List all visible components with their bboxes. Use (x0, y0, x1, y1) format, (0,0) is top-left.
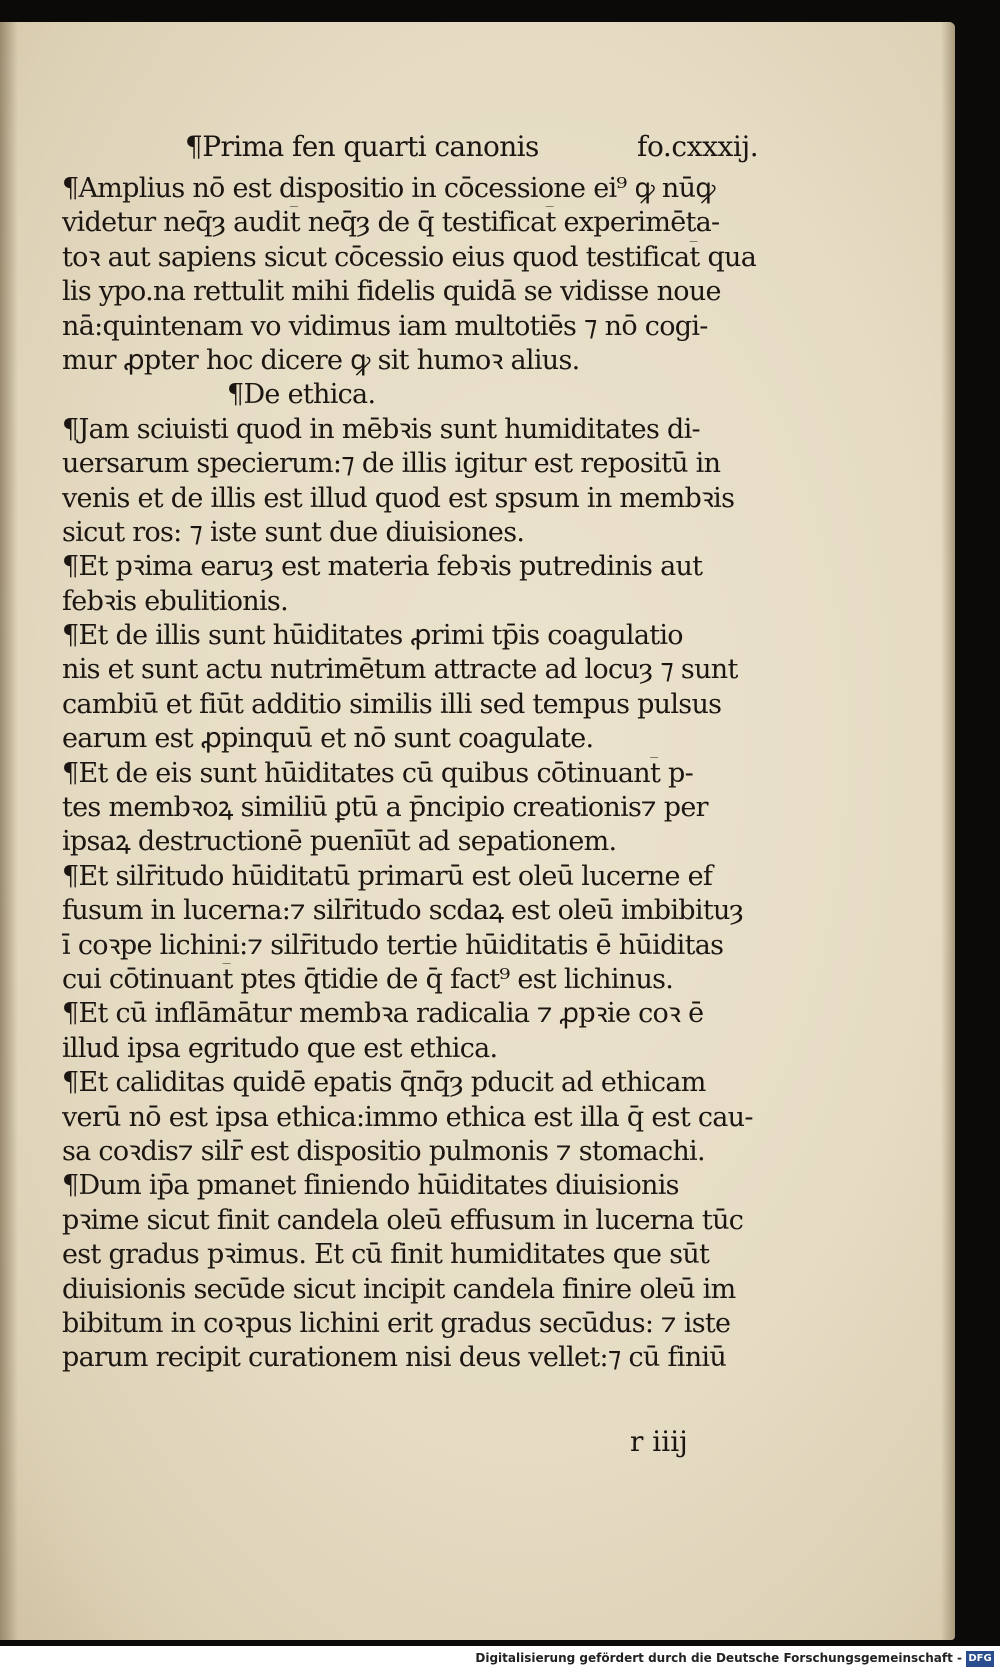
text-line: ¶Et caliditas quidē epatis q̄nq̄ȝ pducit ad ethicam (62, 1067, 706, 1099)
text-line: cambiū et fiūt additio similis illi sed tempus pulsus (62, 688, 722, 720)
text-line: pꝛime sicut finit candela oleū effusum in lucerna tūc (62, 1204, 744, 1236)
text-line: cui cōtinuant̄ ptes q̄tidie de q̄ fact⁹ est lichinus. (62, 963, 674, 995)
text-line: nis et sunt actu nutrimētum attracte ad locuȝ ⁊ sunt (62, 654, 738, 686)
text-line: ¶Amplius nō est dispositio in cōcessione ei⁹ ꝙ nūꝙ (62, 173, 715, 204)
text-line: bibitum in coꝛpus lichini erit gradus secūdus: ⁊ iste (62, 1307, 731, 1339)
text-line: ī coꝛpe lichini:⁊ silr̄itudo tertie hūiditatis ē hūiditas (62, 929, 724, 961)
text-line: nā:quintenam vo vidimus iam multotiēs ⁊ nō cogi- (62, 310, 708, 342)
text-line: venis et de illis est illud quod est spsum in membꝛis (62, 482, 735, 514)
folio-number: fo.cxxxij. (637, 130, 759, 163)
text-line: mur ꝓpter hoc dicere ꝙ sit humoꝛ alius. (62, 344, 580, 376)
text-line: sa coꝛdis⁊ silr̄ est dispositio pulmonis ⁊ stomachi. (62, 1135, 705, 1167)
body-text (62, 172, 832, 1376)
running-head-title: ¶Prima fen quarti canonis (185, 130, 539, 163)
dfg-logo[interactable]: DFG (966, 1651, 994, 1667)
text-line: toꝛ aut sapiens sicut cōcessio eius quod testificat̄ qua (62, 241, 757, 273)
text-line: parum recipit curationem nisi deus vellet:⁊ cū finiū (62, 1342, 727, 1374)
funding-notice: Digitalisierung gefördert durch die Deutsche Forschungsgemeinschaft - (475, 1651, 962, 1665)
footer-bar (0, 1646, 1000, 1672)
text-line: illud ipsa egritudo que est ethica. (62, 1032, 498, 1064)
text-line: ¶Et de illis sunt hūiditates ꝓrimi tp̄is coagulatio (62, 620, 683, 652)
text-line: ¶Et de eis sunt hūiditates cū quibus cōtinuant̄ p- (62, 757, 694, 789)
text-line: ¶Et silr̄itudo hūiditatū primarū est oleū lucerne ef (62, 860, 713, 892)
text-line: fusum in lucerna:⁊ silr̄itudo scdaꝝ est oleū imbibituȝ (62, 895, 744, 927)
text-line: videtur neq̄ȝ audit̄ neq̄ȝ de q̄ testificat̄ experimēta- (62, 207, 720, 239)
scanned-page (0, 22, 955, 1640)
text-line: tes membꝛoꝝ similiū ꝑtū a p̄ncipio creationis⁊ per (62, 792, 708, 824)
text-line: lis ypo.na rettulit mihi fidelis quidā se vidisse noue (62, 276, 721, 308)
text-line: uersarum specierum:⁊ de illis igitur est repositū in (62, 448, 721, 480)
text-line: sicut ros: ⁊ iste sunt due diuisiones. (62, 516, 525, 548)
text-line: ipsaꝝ destructionē puenīūt ad sepationem. (62, 826, 617, 858)
text-line: ¶Et pꝛima earuȝ est materia febꝛis putredinis aut (62, 551, 703, 583)
running-head (0, 130, 955, 166)
text-line: earum est ꝓpinquū et nō sunt coagulate. (62, 723, 594, 755)
signature-mark: r iiij (630, 1425, 688, 1458)
text-line: ¶Dum ip̄a pmanet finiendo hūiditates diuisionis (62, 1170, 679, 1202)
text-line: est gradus pꝛimus. Et cū finit humiditates que sūt (62, 1239, 710, 1271)
text-line: febꝛis ebulitionis. (62, 585, 288, 617)
text-line: ¶Et cū inflāmātur membꝛa radicalia ⁊ ꝓpꝛie coꝛ ē (62, 998, 704, 1030)
section-heading: ¶De ethica. (227, 379, 376, 411)
text-line: ¶Jam sciuisti quod in mēbꝛis sunt humiditates di- (62, 413, 700, 445)
text-line: verū nō est ipsa ethica:immo ethica est illa q̄ est cau- (62, 1101, 753, 1133)
text-line: diuisionis secūde sicut incipit candela finire oleū im (62, 1273, 736, 1305)
